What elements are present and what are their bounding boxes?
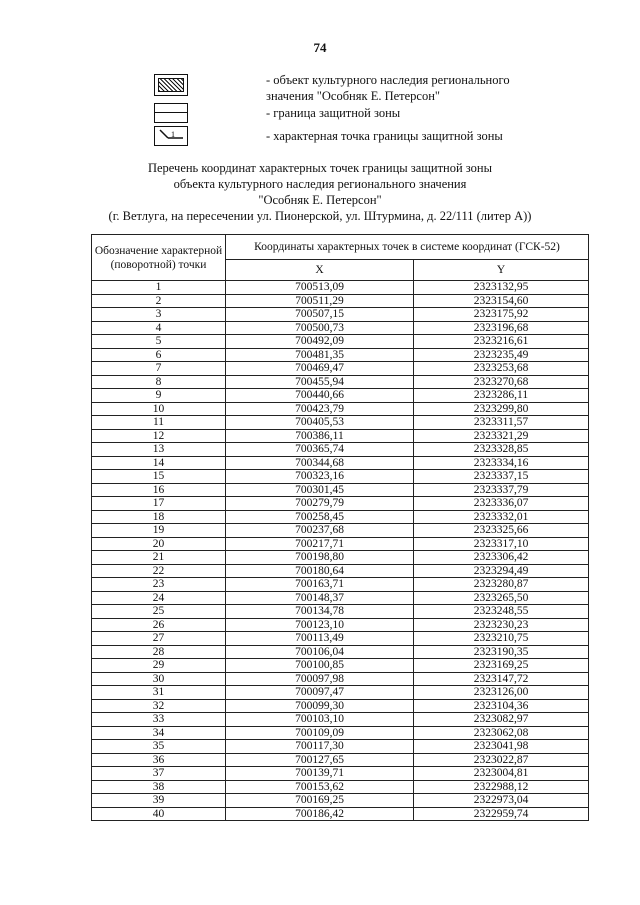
x-coordinate-cell: 700198,80 — [226, 551, 414, 565]
x-coordinate-cell: 700301,45 — [226, 483, 414, 497]
heading-line-4: (г. Ветлуга, на пересечении ул. Пионерской, ул. Штурмина, д. 22/111 (литер А)) — [108, 209, 532, 223]
table-row — [92, 348, 589, 362]
y-coordinate-cell: 2323337,79 — [414, 483, 589, 497]
x-coordinate-cell: 700113,49 — [226, 632, 414, 646]
y-coordinate-cell: 2323210,75 — [414, 632, 589, 646]
point-number-cell: 3 — [92, 308, 226, 322]
document-heading — [0, 160, 640, 224]
point-number-cell: 39 — [92, 794, 226, 808]
table-row — [92, 618, 589, 632]
x-coordinate-cell: 700279,79 — [226, 497, 414, 511]
y-coordinate-cell: 2323041,98 — [414, 740, 589, 754]
point-number-cell: 23 — [92, 578, 226, 592]
y-coordinate-cell: 2323104,36 — [414, 699, 589, 713]
point-number-cell: 12 — [92, 429, 226, 443]
y-coordinate-cell: 2323317,10 — [414, 537, 589, 551]
y-coordinate-cell: 2323306,42 — [414, 551, 589, 565]
table-row — [92, 524, 589, 538]
y-coordinate-cell: 2323062,08 — [414, 726, 589, 740]
point-number-cell: 22 — [92, 564, 226, 578]
x-coordinate-cell: 700386,11 — [226, 429, 414, 443]
point-number-cell: 20 — [92, 537, 226, 551]
point-number-cell: 28 — [92, 645, 226, 659]
point-number-cell: 13 — [92, 443, 226, 457]
x-coordinate-cell: 700109,09 — [226, 726, 414, 740]
x-coordinate-cell: 700186,42 — [226, 807, 414, 821]
heading-line-1: Перечень координат характерных точек границы защитной зоны — [147, 161, 493, 175]
header-x: X — [226, 260, 414, 281]
point-number-cell: 38 — [92, 780, 226, 794]
table-row — [92, 672, 589, 686]
y-coordinate-cell: 2323328,85 — [414, 443, 589, 457]
y-coordinate-cell: 2323248,55 — [414, 605, 589, 619]
header-y: Y — [414, 260, 589, 281]
table-row — [92, 740, 589, 754]
table-row — [92, 281, 589, 295]
x-coordinate-cell: 700134,78 — [226, 605, 414, 619]
table-row — [92, 483, 589, 497]
x-coordinate-cell: 700507,15 — [226, 308, 414, 322]
table-row — [92, 510, 589, 524]
point-number-cell: 19 — [92, 524, 226, 538]
table-row — [92, 443, 589, 457]
point-number-cell: 25 — [92, 605, 226, 619]
point-number-cell: 17 — [92, 497, 226, 511]
y-coordinate-cell: 2323147,72 — [414, 672, 589, 686]
x-coordinate-cell: 700344,68 — [226, 456, 414, 470]
hatched-rectangle-icon — [154, 74, 188, 96]
x-coordinate-cell: 700423,79 — [226, 402, 414, 416]
y-coordinate-cell: 2323022,87 — [414, 753, 589, 767]
point-number-cell: 33 — [92, 713, 226, 727]
y-coordinate-cell: 2323235,49 — [414, 348, 589, 362]
point-number-cell: 24 — [92, 591, 226, 605]
table-row — [92, 578, 589, 592]
x-coordinate-cell: 700097,47 — [226, 686, 414, 700]
table-row — [92, 456, 589, 470]
heading-line-2: объекта культурного наследия регионального значения — [173, 177, 467, 191]
table-row — [92, 753, 589, 767]
header-point-designation: Обозначение характерной (поворотной) точки — [92, 235, 226, 281]
table-row — [92, 389, 589, 403]
y-coordinate-cell: 2323321,29 — [414, 429, 589, 443]
y-coordinate-cell: 2323216,61 — [414, 335, 589, 349]
point-number-cell: 7 — [92, 362, 226, 376]
table-row — [92, 726, 589, 740]
y-coordinate-cell: 2323190,35 — [414, 645, 589, 659]
y-coordinate-cell: 2323253,68 — [414, 362, 589, 376]
heading-line-3: "Особняк Е. Петерсон" — [258, 193, 382, 207]
y-coordinate-cell: 2323265,50 — [414, 591, 589, 605]
point-number-cell: 27 — [92, 632, 226, 646]
y-coordinate-cell: 2323169,25 — [414, 659, 589, 673]
x-coordinate-cell: 700481,35 — [226, 348, 414, 362]
table-row — [92, 780, 589, 794]
y-coordinate-cell: 2323154,60 — [414, 294, 589, 308]
x-coordinate-cell: 700440,66 — [226, 389, 414, 403]
table-row — [92, 794, 589, 808]
y-coordinate-cell: 2323294,49 — [414, 564, 589, 578]
point-number-cell: 40 — [92, 807, 226, 821]
point-number-cell: 6 — [92, 348, 226, 362]
x-coordinate-cell: 700163,71 — [226, 578, 414, 592]
table-row — [92, 686, 589, 700]
table-row — [92, 564, 589, 578]
y-coordinate-cell: 2323325,66 — [414, 524, 589, 538]
table-row — [92, 402, 589, 416]
table-row — [92, 645, 589, 659]
point-number-cell: 32 — [92, 699, 226, 713]
y-coordinate-cell: 2323270,68 — [414, 375, 589, 389]
x-coordinate-cell: 700169,25 — [226, 794, 414, 808]
table-row — [92, 551, 589, 565]
table-row — [92, 537, 589, 551]
point-number-cell: 16 — [92, 483, 226, 497]
x-coordinate-cell: 700455,94 — [226, 375, 414, 389]
point-number-cell: 14 — [92, 456, 226, 470]
point-number-cell: 2 — [92, 294, 226, 308]
point-number-cell: 34 — [92, 726, 226, 740]
y-coordinate-cell: 2323280,87 — [414, 578, 589, 592]
table-row — [92, 591, 589, 605]
point-number-cell: 37 — [92, 767, 226, 781]
y-coordinate-cell: 2323337,15 — [414, 470, 589, 484]
table-row — [92, 470, 589, 484]
table-row — [92, 659, 589, 673]
table-row — [92, 429, 589, 443]
legend-text-heritage-object: - объект культурного наследия регионального значения "Особняк Е. Петерсон" — [266, 73, 510, 103]
x-coordinate-cell: 700103,10 — [226, 713, 414, 727]
x-coordinate-cell: 700237,68 — [226, 524, 414, 538]
point-number-cell: 30 — [92, 672, 226, 686]
x-coordinate-cell: 700106,04 — [226, 645, 414, 659]
table-row — [92, 767, 589, 781]
table-row — [92, 416, 589, 430]
point-number-cell: 10 — [92, 402, 226, 416]
y-coordinate-cell: 2322973,04 — [414, 794, 589, 808]
x-coordinate-cell: 700365,74 — [226, 443, 414, 457]
table-row — [92, 335, 589, 349]
table-row — [92, 321, 589, 335]
x-coordinate-cell: 700139,71 — [226, 767, 414, 781]
point-number-cell: 1 — [92, 281, 226, 295]
x-coordinate-cell: 700148,37 — [226, 591, 414, 605]
x-coordinate-cell: 700099,30 — [226, 699, 414, 713]
point-number-cell: 15 — [92, 470, 226, 484]
x-coordinate-cell: 700127,65 — [226, 753, 414, 767]
x-coordinate-cell: 700180,64 — [226, 564, 414, 578]
x-coordinate-cell: 700405,53 — [226, 416, 414, 430]
y-coordinate-cell: 2323311,57 — [414, 416, 589, 430]
y-coordinate-cell: 2323196,68 — [414, 321, 589, 335]
point-number-cell: 11 — [92, 416, 226, 430]
x-coordinate-cell: 700097,98 — [226, 672, 414, 686]
point-number-cell: 36 — [92, 753, 226, 767]
point-number-cell: 4 — [92, 321, 226, 335]
table-row — [92, 294, 589, 308]
y-coordinate-cell: 2323004,81 — [414, 767, 589, 781]
x-coordinate-cell: 700100,85 — [226, 659, 414, 673]
legend-text-protection-zone: - граница защитной зоны — [266, 106, 401, 120]
x-coordinate-cell: 700469,47 — [226, 362, 414, 376]
y-coordinate-cell: 2322988,12 — [414, 780, 589, 794]
x-coordinate-cell: 700500,73 — [226, 321, 414, 335]
point-number-cell: 35 — [92, 740, 226, 754]
table-row — [92, 308, 589, 322]
point-number-cell: 5 — [92, 335, 226, 349]
coordinates-table — [91, 234, 589, 821]
y-coordinate-cell: 2323082,97 — [414, 713, 589, 727]
page-number: 74 — [313, 40, 327, 55]
y-coordinate-cell: 2323175,92 — [414, 308, 589, 322]
table-row — [92, 699, 589, 713]
point-number-cell: 26 — [92, 618, 226, 632]
x-coordinate-cell: 700153,62 — [226, 780, 414, 794]
table-row — [92, 362, 589, 376]
header-coordinates: Координаты характерных точек в системе координат (ГСК-52) — [226, 235, 589, 260]
x-coordinate-cell: 700258,45 — [226, 510, 414, 524]
point-number-cell: 31 — [92, 686, 226, 700]
y-coordinate-cell: 2323230,23 — [414, 618, 589, 632]
empty-rectangle-icon — [154, 103, 188, 123]
table-row — [92, 807, 589, 821]
y-coordinate-cell: 2323334,16 — [414, 456, 589, 470]
x-coordinate-cell: 700492,09 — [226, 335, 414, 349]
x-coordinate-cell: 700323,16 — [226, 470, 414, 484]
x-coordinate-cell: 700513,09 — [226, 281, 414, 295]
point-number-cell: 8 — [92, 375, 226, 389]
y-coordinate-cell: 2323126,00 — [414, 686, 589, 700]
point-number-cell: 9 — [92, 389, 226, 403]
x-coordinate-cell: 700217,71 — [226, 537, 414, 551]
y-coordinate-cell: 2323132,95 — [414, 281, 589, 295]
x-coordinate-cell: 700511,29 — [226, 294, 414, 308]
x-coordinate-cell: 700117,30 — [226, 740, 414, 754]
table-row — [92, 605, 589, 619]
point-number-cell: 18 — [92, 510, 226, 524]
y-coordinate-cell: 2323332,01 — [414, 510, 589, 524]
point-number-cell: 29 — [92, 659, 226, 673]
table-row — [92, 713, 589, 727]
table-row — [92, 497, 589, 511]
table-row — [92, 375, 589, 389]
legend-text-boundary-point: - характерная точка границы защитной зоны — [266, 129, 503, 143]
x-coordinate-cell: 700123,10 — [226, 618, 414, 632]
y-coordinate-cell: 2323299,80 — [414, 402, 589, 416]
marker-label: 1 — [171, 130, 175, 139]
boundary-point-marker-icon — [154, 126, 188, 146]
y-coordinate-cell: 2323336,07 — [414, 497, 589, 511]
y-coordinate-cell: 2323286,11 — [414, 389, 589, 403]
point-number-cell: 21 — [92, 551, 226, 565]
table-row — [92, 632, 589, 646]
y-coordinate-cell: 2322959,74 — [414, 807, 589, 821]
